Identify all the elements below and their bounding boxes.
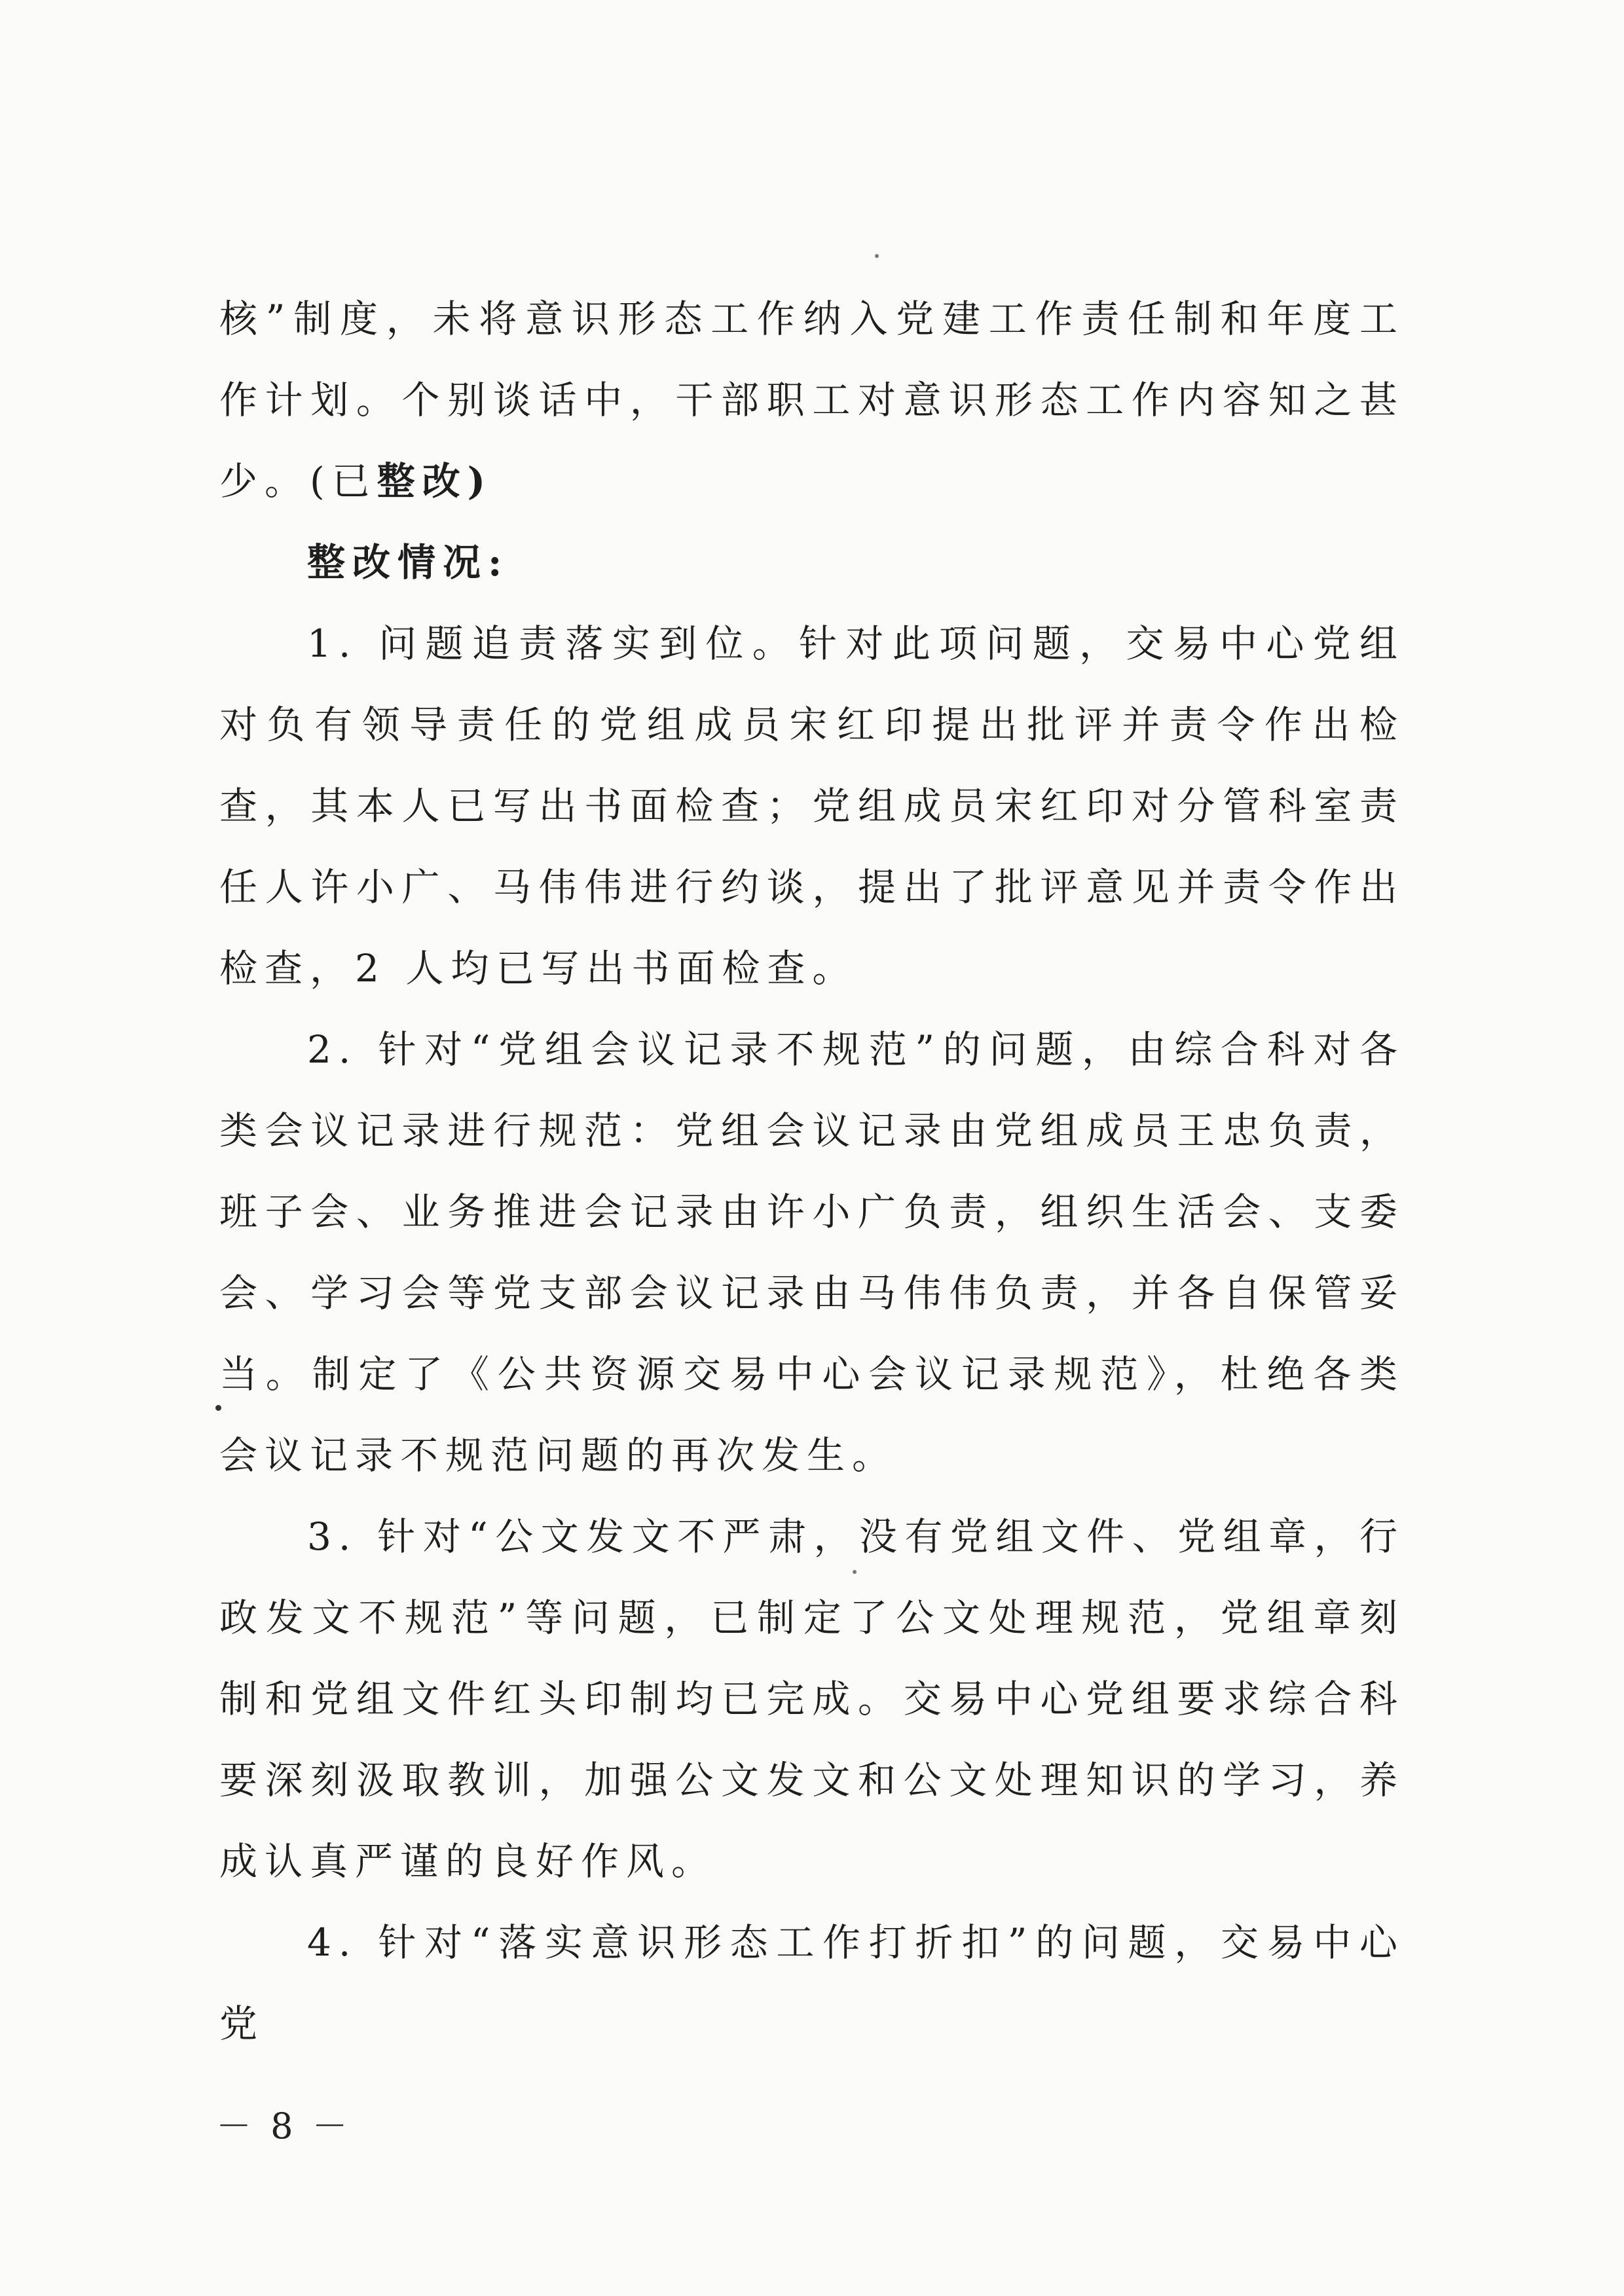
document-body: [219, 278, 1405, 2064]
paragraph-continuation: [219, 278, 1405, 522]
paragraph-continuation-text: 核”制度，未将意识形态工作纳入党建工作责任制和年度工作计划。个别谈话中，干部职工对意识形态工作内容知之甚少。(已: [219, 297, 1405, 503]
section-heading: 整改情况:: [307, 540, 509, 585]
page-number: － 8 －: [216, 2105, 352, 2147]
rectified-note: 整改): [377, 459, 493, 503]
item-3-paragraph: 3. 针对“公文发文不严肃，没有党组文件、党组章，行政发文不规范”等问题，已制定了公文处理规范，党组章刻制和党组文件红头印制均已完成。交易中心党组要求综合科要深刻汲取教训，加强公文发文和公文处理知识的学习，养成认真严谨的良好作风。: [219, 1514, 1405, 1884]
scan-speck: [215, 1405, 221, 1411]
item-1-paragraph: 1. 问题追责落实到位。针对此项问题，交易中心党组对负有领导责任的党组成员宋红印提出批评并责令作出检查，其本人已写出书面检查；党组成员宋红印对分管科室责任人许小广、马伟伟进行约谈，提出了批评意见并责令作出检查，2 人均已写出书面检查。: [219, 621, 1405, 991]
scan-speck: [853, 1570, 857, 1574]
item-2-paragraph: 2. 针对“党组会议记录不规范”的问题，由综合科对各类会议记录进行规范：党组会议记录由党组成员王忠负责，班子会、业务推进会记录由许小广负责，组织生活会、支委会、学习会等党支部会议记录由马伟伟负责，并各自保管妥当。制定了《公共资源交易中心会议记录规范》，杜绝各类会议记录不规范问题的再次发生。: [219, 1027, 1405, 1478]
item-4-paragraph: 4. 针对“落实意识形态工作打折扣”的问题，交易中心党: [219, 1920, 1405, 2046]
scan-speck: [875, 254, 879, 258]
